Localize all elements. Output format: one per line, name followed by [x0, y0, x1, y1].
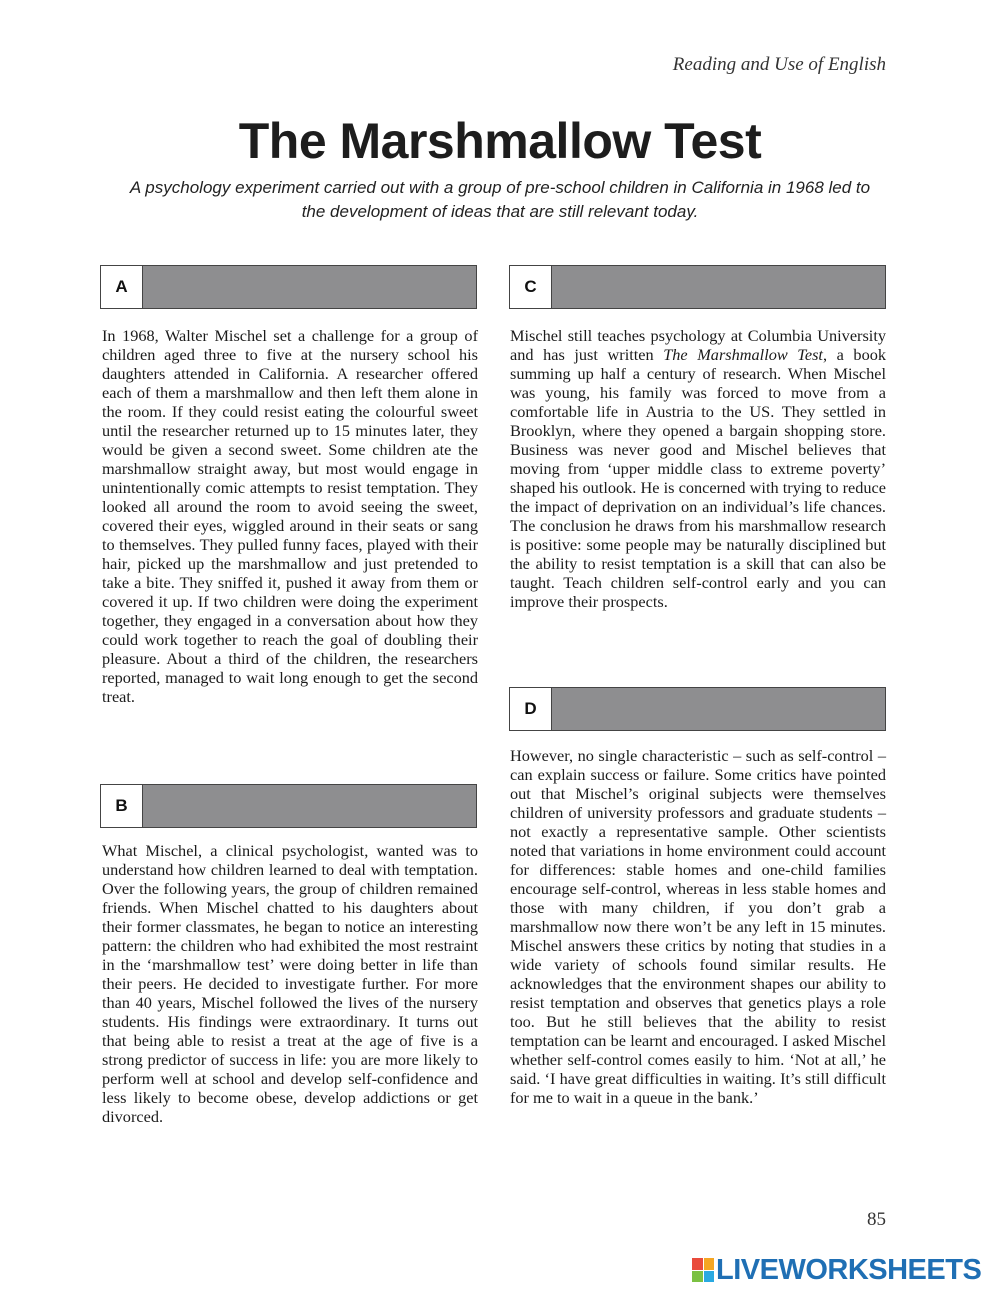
liveworksheets-logo[interactable]	[692, 1254, 981, 1286]
liveworksheets-logo-text: LIVEWORKSHEETS	[716, 1253, 982, 1286]
article-subtitle: A psychology experiment carried out with a group of pre-school children in California in 1968 led to the development of ideas that are still relevant today.	[129, 178, 871, 221]
section-c-text-start: Mischel still teaches psychology at Columbia University and has just written	[510, 326, 886, 364]
section-d-letter: D	[510, 688, 552, 730]
page-number: 85	[867, 1209, 886, 1230]
section-b-text: What Mischel, a clinical psychologist, wanted was to understand how children learned to deal with temptation. Over the following years, the group of children remained friends. When Mischel chatted to his daughters about their former classmates, he began to notice an interesting pattern: the children who had exhibited the most restraint in the ‘marshmallow test’ were doing better in life than their peers. He decided to investigate further. For more than 40 years, Mischel followed the lives of the nursery students. His findings were extraordinary. It turns out that being able to resist a treat at the age of five is a strong predictor of success in life: you are more likely to perform well at school and develop self-confidence and less likely to become obese, develop addictions or get divorced.	[102, 841, 478, 1126]
section-c-text-end: , a book summing up half a century of research. When Mischel was young, his family was forced to move from a comfortable life in Austria to the US. They settled in Brooklyn, where they opened a bargain shopping store. Business was never good and Mischel believes that moving from ‘upper middle class to extreme poverty’ shaped his outlook. He is concerned with trying to reduce the impact of deprivation on an individual’s life chances. The conclusion he draws from his marshmallow research is positive: some people may be naturally disciplined but the ability to resist temptation is a skill that can also be taught. Teach children self-control early and you can improve their prospects.	[510, 345, 886, 611]
section-d-heading-box[interactable]	[509, 687, 886, 731]
section-c-book-title: The Marshmallow Test	[663, 345, 823, 364]
section-d-text: However, no single characteristic – such as self-control – can explain success or failure. Some critics have pointed out that Mischel’s original subjects were themselves children of university professors and graduate students – not exactly a representative sample. Other scientists noted that variations in home environment could account for differences: stable homes and one-child families encourage self-control, whereas in less stable homes and those with many children, if you don’t grab a marshmallow now there won’t be any left in 15 minutes. Mischel answers these critics by noting that studies in a wide variety of schools found similar results. He acknowledges that the environment shapes our ability to resist temptation and observes that genetics plays a role too. But he still believes that the ability to resist temptation can be learnt and encouraged. I asked Mischel whether self-control comes easily to him. ‘Not at all,’ he said. ‘I have great difficulties in waiting. It’s still difficult for me to wait in a queue in the bank.’	[510, 746, 886, 1107]
article-title: The Marshmallow Test	[238, 113, 762, 169]
section-c-letter: C	[510, 266, 552, 308]
liveworksheets-logo-icon	[692, 1258, 714, 1282]
book-section-header: Reading and Use of English	[672, 54, 886, 75]
section-c-heading-box[interactable]	[509, 265, 886, 309]
section-a-letter: A	[101, 266, 143, 308]
section-a-heading-box[interactable]	[100, 265, 477, 309]
section-a-text: In 1968, Walter Mischel set a challenge for a group of children aged three to five at the nursery school his daughters attended in California. A researcher offered each of them a marshmallow and then left them alone in the room. If they could resist eating the colourful sweet until the researcher returned up to 15 minutes later, they would be given a second sweet. Some children ate the marshmallow straight away, but most would engage in unintentionally comic attempts to resist temptation. They looked all around the room to avoid seeing the sweet, covered their eyes, wiggled around in their seats or sang to themselves. They pulled funny faces, played with their hair, picked up the marshmallow and just pretended to take a bite. They sniffed it, pushed it away from them or covered it up. If two children were doing the experiment together, they engaged in a conversation about how they could work together to reach the goal of doubling their pleasure. About a third of the children, the researchers reported, managed to wait long enough to get the second treat.	[102, 326, 478, 706]
section-b-letter: B	[101, 785, 143, 827]
section-b-heading-box[interactable]	[100, 784, 477, 828]
section-c-text	[510, 326, 886, 611]
